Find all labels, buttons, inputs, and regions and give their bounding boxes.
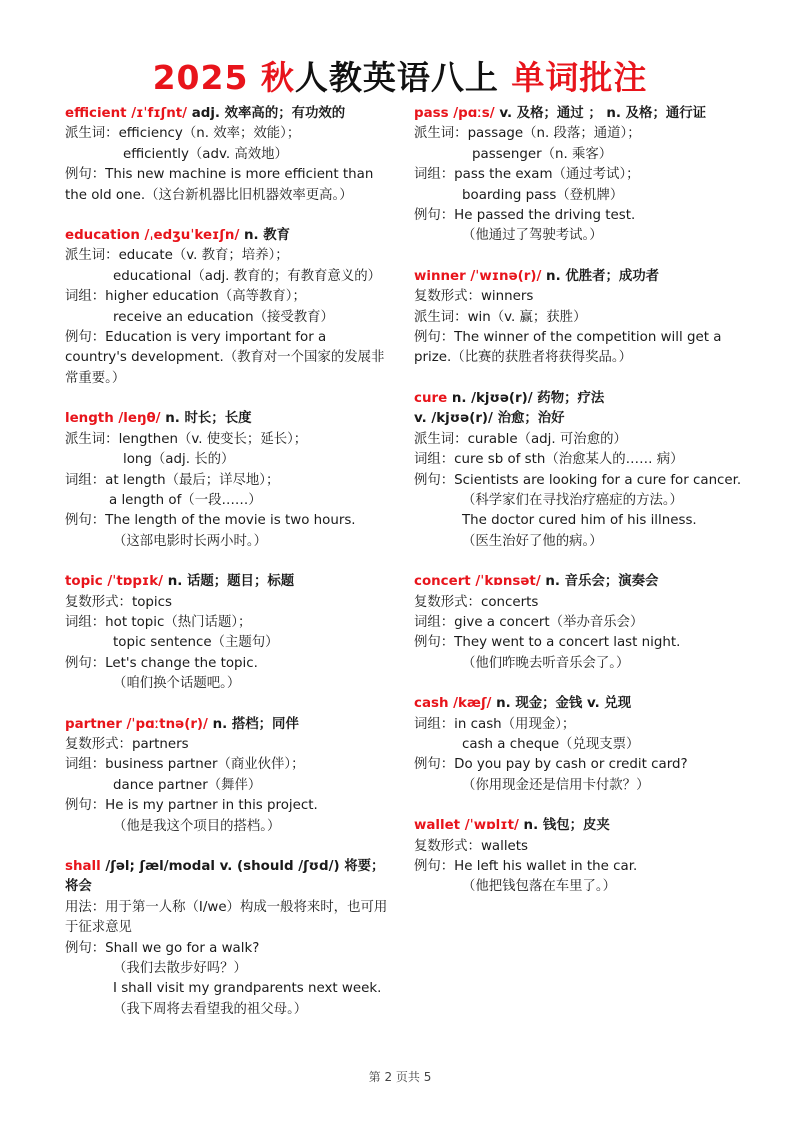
line-text: cash a cheque（兑现支票） — [462, 736, 640, 752]
entry-line — [414, 776, 754, 796]
line-text: educational（adj. 教育的；有教育意义的） — [113, 268, 381, 284]
line-text: （他们昨晚去听音乐会了。） — [462, 655, 630, 671]
entry-line — [65, 959, 390, 979]
entry-line — [414, 226, 754, 246]
entry-line — [65, 776, 390, 796]
line-text: concerts — [480, 594, 539, 610]
word-entry — [65, 409, 390, 552]
line-text: Do you pay by cash or credit card? — [454, 757, 688, 773]
line-label: 例句： — [414, 635, 455, 651]
line-text: boarding pass（登机牌） — [462, 187, 624, 203]
line-text: 用于第一人称（I/we）构成一般将来时，也可用于征求意见 — [65, 899, 388, 936]
line-label: 词组： — [65, 472, 106, 488]
line-text: business partner（商业伙伴）； — [105, 757, 305, 773]
headword-term: wallet /ˈwɒlɪt/ — [414, 818, 519, 834]
line-text: at length（最后；详尽地）； — [105, 472, 280, 488]
headword-term: concert /ˈkɒnsət/ — [414, 574, 541, 590]
line-text: win（v. 赢；获胜） — [467, 309, 587, 325]
headword-term: partner /ˈpɑːtnə(r)/ — [65, 716, 208, 732]
entry-line — [414, 409, 754, 429]
headword-definition: n. 时长；长度 — [160, 411, 252, 427]
line-text: （你用现金还是信用卡付款？） — [462, 777, 650, 793]
headword-definition: n. /kjʊə(r)/ 药物；疗法 — [447, 390, 605, 406]
word-entry — [65, 572, 390, 694]
headword-definition: n. 教育 — [239, 228, 291, 244]
line-label: 派生词： — [65, 248, 119, 264]
word-entry — [65, 104, 390, 206]
line-text: pass the exam（通过考试）； — [454, 167, 640, 183]
line-text: He left his wallet in the car. — [454, 859, 638, 874]
line-label: 词组： — [414, 452, 455, 468]
line-label: 例句： — [414, 208, 455, 224]
entry-line — [414, 613, 754, 633]
line-label: 复数形式： — [65, 736, 132, 752]
line-text: passenger（n. 乘客） — [472, 146, 613, 162]
line-text: cure sb of sth（治愈某人的…… 病） — [454, 452, 684, 468]
entry-line — [414, 471, 754, 491]
headword — [414, 267, 754, 287]
line-label: 派生词： — [65, 126, 119, 142]
line-label: 词组： — [414, 167, 455, 183]
line-label: 派生词： — [414, 126, 468, 142]
entry-line — [65, 124, 390, 144]
title-year: 2025 秋 — [152, 58, 295, 97]
entry-line — [65, 165, 390, 206]
line-text: （科学家们在寻找治疗癌症的方法。） — [462, 492, 683, 508]
entry-line — [414, 735, 754, 755]
headword — [414, 694, 754, 714]
entry-line — [65, 796, 390, 816]
line-label: 例句： — [414, 757, 455, 773]
headword-term: efficient /ɪˈfɪʃnt/ — [65, 106, 188, 121]
line-text: dance partner（舞伴） — [113, 777, 262, 793]
line-text: efficiency（n. 效率；效能）； — [118, 126, 301, 142]
entry-line — [65, 430, 390, 450]
line-text: Scientists are looking for a cure for cancer. — [454, 472, 742, 488]
word-entry — [65, 857, 390, 1020]
headword — [65, 857, 390, 898]
line-text: hot topic（热门话题）； — [105, 614, 252, 630]
entry-line — [65, 979, 390, 999]
line-text: topics — [131, 594, 172, 610]
entry-line — [414, 593, 754, 613]
headword — [414, 104, 754, 124]
headword-term: topic /ˈtɒpɪk/ — [65, 574, 164, 590]
headword-term: length /leŋθ/ — [65, 411, 161, 427]
headword-definition: n. 优胜者；成功者 — [541, 268, 660, 284]
headword — [65, 715, 390, 735]
entry-line — [65, 633, 390, 653]
page-footer: 第 2 页共 5 — [368, 1070, 432, 1084]
line-text: This new machine is more efficient than the old one.（这台新机器比旧机器效率更高。） — [65, 167, 374, 203]
headword-definition: n. 音乐会；演奏会 — [540, 574, 659, 590]
title-end: 单词批注 — [511, 58, 648, 97]
headword-definition: n. 现金；金钱 v. 兑现 — [491, 696, 632, 712]
line-text: The length of the movie is two hours. — [105, 513, 356, 529]
line-text: （他通过了驾驶考试。） — [462, 228, 603, 244]
word-entry — [414, 267, 754, 369]
line-text: （他是我这个项目的搭档。） — [113, 818, 281, 834]
page-title — [0, 52, 800, 99]
entry-line — [65, 328, 390, 389]
entry-line — [65, 1000, 390, 1020]
headword — [65, 226, 390, 246]
entry-line — [414, 287, 754, 307]
line-label: 用法： — [65, 899, 106, 915]
line-label: 派生词： — [414, 309, 468, 325]
line-text: lengthen（v. 使变长；延长）； — [118, 431, 308, 447]
entry-line — [414, 532, 754, 552]
line-label: 词组： — [65, 614, 106, 630]
line-text: Education is very important for a country's development.（教育对一个国家的发展非常重要。） — [65, 330, 385, 386]
title-middle: 人教英语八上 — [294, 58, 512, 97]
word-entry — [414, 572, 754, 674]
headword-definition: n. 钱包；皮夹 — [518, 818, 610, 834]
entry-line — [65, 593, 390, 613]
headword-definition: adj. 效率高的；有功效的 — [187, 106, 346, 121]
line-text: efficiently（adv. 高效地） — [123, 146, 288, 162]
line-text: long（adj. 长的） — [123, 452, 235, 468]
line-label: 复数形式： — [414, 838, 481, 854]
line-label: 例句： — [65, 330, 106, 346]
line-text: （我下周将去看望我的祖父母。） — [113, 1001, 308, 1017]
line-label: 例句： — [65, 167, 106, 183]
entry-line — [414, 308, 754, 328]
entry-line — [65, 511, 390, 531]
headword — [414, 572, 754, 592]
line-text: （医生治好了他的病。） — [462, 533, 603, 549]
entry-line — [414, 165, 754, 185]
entry-line — [414, 206, 754, 226]
line-text: He is my partner in this project. — [105, 798, 318, 814]
entry-line — [414, 450, 754, 470]
headword-term: shall — [65, 859, 101, 874]
entry-line — [414, 145, 754, 165]
line-text: winners — [480, 289, 534, 305]
line-label: 词组： — [65, 289, 106, 305]
entry-line — [65, 817, 390, 837]
line-label: 例句： — [65, 940, 106, 956]
entry-line — [65, 287, 390, 307]
headword — [65, 104, 390, 124]
word-entry — [65, 226, 390, 389]
line-text: in cash（用现金）； — [454, 716, 576, 732]
line-text: Shall we go for a walk? — [105, 940, 260, 956]
line-text: The winner of the competition will get a prize.（比赛的获胜者将获得奖品。） — [414, 330, 722, 366]
line-label: 复数形式： — [65, 594, 132, 610]
entry-line — [414, 430, 754, 450]
line-text: curable（adj. 可治愈的） — [467, 431, 627, 447]
headword-term: education /ˌedʒuˈkeɪʃn/ — [65, 228, 240, 244]
line-text: （这部电影时长两小时。） — [113, 533, 267, 549]
entry-line — [414, 511, 754, 531]
line-text: partners — [131, 736, 189, 752]
entry-line — [414, 491, 754, 511]
line-label: 复数形式： — [414, 289, 481, 305]
headword-definition: n. 话题；题目；标题 — [163, 574, 295, 590]
line-label: 派生词： — [414, 431, 468, 447]
line-text: give a concert（举办音乐会） — [454, 614, 644, 630]
entry-line — [414, 654, 754, 674]
entry-line — [65, 898, 390, 939]
word-entry — [414, 104, 754, 247]
line-text: higher education（高等教育）； — [105, 289, 306, 305]
headword — [65, 572, 390, 592]
line-label: 例句： — [65, 655, 106, 671]
line-label: 例句： — [414, 330, 455, 346]
line-text: They went to a concert last night. — [454, 635, 681, 651]
line-text: wallets — [480, 838, 529, 854]
line-text: a length of（一段……） — [109, 492, 262, 508]
entry-line — [65, 939, 390, 959]
entry-line — [65, 246, 390, 266]
entry-line — [65, 755, 390, 775]
line-text: topic sentence（主题句） — [113, 635, 279, 651]
line-text: （他把钱包落在车里了。） — [462, 879, 616, 895]
line-label: 例句： — [65, 513, 106, 529]
right-column — [414, 104, 754, 918]
entry-line — [65, 471, 390, 491]
headword-definition: n. 搭档；同伴 — [207, 716, 299, 732]
line-text: receive an education（接受教育） — [113, 309, 334, 325]
line-text: v. /kjʊə(r)/ 治愈；治好 — [414, 411, 565, 427]
word-entry — [65, 715, 390, 837]
headword — [414, 816, 754, 836]
line-text: Let's change the topic. — [105, 655, 258, 671]
word-entry — [414, 816, 754, 898]
entry-line — [414, 328, 754, 369]
entry-line — [65, 532, 390, 552]
line-text: （咱们换个话题吧。） — [113, 676, 241, 692]
entry-line — [414, 715, 754, 735]
headword-definition: v. 及格；通过 ； n. 及格；通行证 — [494, 106, 707, 121]
headword-term: winner /ˈwɪnə(r)/ — [414, 268, 542, 284]
headword-term: cure — [414, 390, 448, 406]
word-entry — [414, 694, 754, 796]
line-label: 词组： — [414, 614, 455, 630]
line-text: （我们去散步好吗？） — [113, 961, 247, 977]
line-label: 例句： — [414, 859, 455, 874]
line-text: He passed the driving test. — [454, 208, 636, 224]
entry-line — [414, 837, 754, 857]
line-label: 例句： — [65, 798, 106, 814]
entry-line — [65, 308, 390, 328]
headword — [65, 409, 390, 429]
left-column — [65, 104, 390, 1040]
headword-term: pass /pɑːs/ — [414, 106, 495, 121]
headword-term: cash /kæʃ/ — [414, 696, 492, 712]
entry-line — [414, 633, 754, 653]
word-entry — [414, 389, 754, 552]
line-text: I shall visit my grandparents next week. — [113, 981, 382, 997]
entry-line — [414, 857, 754, 877]
entry-line — [65, 450, 390, 470]
entry-line — [65, 735, 390, 755]
line-text: passage（n. 段落；通道）； — [467, 126, 641, 142]
entry-line — [65, 674, 390, 694]
entry-line — [414, 186, 754, 206]
entry-line — [65, 491, 390, 511]
line-text: educate（v. 教育；培养）； — [118, 248, 289, 264]
line-label: 词组： — [65, 757, 106, 773]
headword — [414, 389, 754, 409]
entry-line — [65, 267, 390, 287]
line-label: 复数形式： — [414, 594, 481, 610]
line-text: The doctor cured him of his illness. — [462, 513, 697, 529]
entry-line — [414, 755, 754, 775]
entry-line — [65, 613, 390, 633]
line-label: 派生词： — [65, 431, 119, 447]
entry-line — [414, 877, 754, 897]
entry-line — [65, 145, 390, 165]
headword-definition: /ʃəl; ʃæl/modal v. (should /ʃʊd/) 将要；将会 — [65, 859, 385, 895]
entry-line — [65, 654, 390, 674]
line-label: 词组： — [414, 716, 455, 732]
line-label: 例句： — [414, 472, 455, 488]
entry-line — [414, 124, 754, 144]
